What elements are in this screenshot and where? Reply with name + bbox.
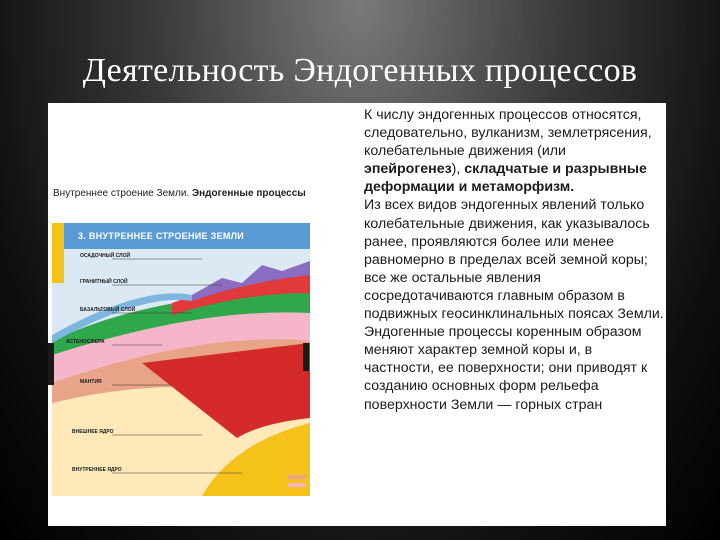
layer-label: ВНЕШНЕЕ ЯДРО	[72, 429, 114, 435]
layer-label: ВНУТРЕННЕЕ ЯДРО	[72, 467, 122, 473]
body-text	[364, 106, 664, 414]
paragraph-1	[364, 106, 664, 196]
figure-caption-text: Внутреннее строение Земли.	[53, 188, 193, 199]
layer-label: АСТЕНОСФЕРА	[66, 339, 105, 345]
text-span: К числу эндогенных процессов относятся, следовательно, вулканизм, землетрясения, колебательные движения (или	[364, 107, 652, 160]
slide-title: Деятельность Эндогенных процессов	[82, 52, 638, 89]
diagram-title: 3. ВНУТРЕННЕЕ СТРОЕНИЕ ЗЕМЛИ	[78, 231, 245, 241]
layer-label: ГРАНИТНЫЙ СЛОЙ	[80, 279, 128, 285]
bold-term: складчатые и разрывные деформации и метаморфизм.	[364, 161, 647, 196]
content-panel	[48, 103, 666, 526]
layer-label: БАЗАЛЬТОВЫЙ СЛОЙ	[80, 307, 136, 313]
figure-caption	[53, 187, 323, 200]
layer-label: МАНТИЯ	[80, 379, 102, 385]
bold-term: эпейрогенез	[364, 161, 452, 178]
paragraph-2: Из всех видов эндогенных явлений только колебательные движения, как указывалось ранее, проявляются более или менее равномерно в пределах всей земной коры; все же остальные явления сосредотачиваются главным образом в подвижных геосинклинальных поясах Земли. Эндогенные процессы коренным образом меняют характер земной коры и, в частности, ее поверхности; они приводят к созданию основных форм рельефа поверхности Земли — горных стран	[364, 197, 664, 413]
layer-label: ОСАДОЧНЫЙ СЛОЙ	[80, 253, 131, 259]
scan-edge-mark	[303, 343, 309, 371]
diagram-labels	[52, 223, 310, 496]
side-label-strip	[52, 223, 64, 283]
text-span: ),	[451, 161, 465, 178]
scan-edge-mark	[48, 343, 54, 385]
figure-caption-bold: Эндогенные процессы	[192, 188, 306, 199]
earth-structure-diagram	[52, 223, 310, 496]
